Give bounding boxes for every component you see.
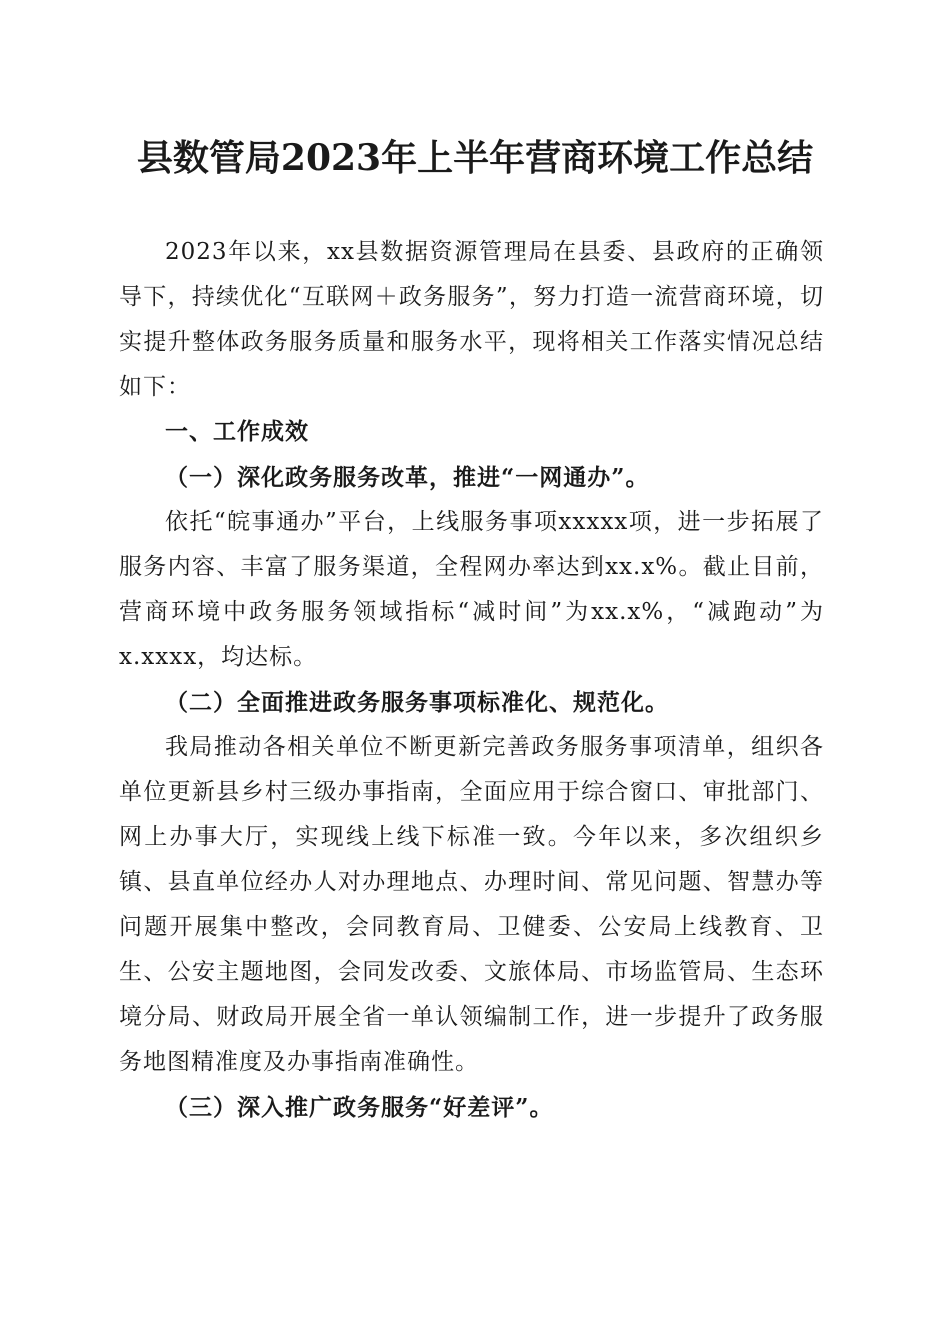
subsection-heading-1: （一）深化政务服务改革，推进“一网通办”。 [165,464,650,491]
subsection-heading-3: （三）深入推广政务服务“好差评”。 [165,1094,554,1121]
document-body [119,230,824,1130]
subsection-paragraph-1: 依托“皖事通办”平台，上线服务事项xxxxx项，进一步拓展了服务内容、丰富了服务渠道，全程网办率达到xx.x%。截止目前，营商环境中政务服务领域指标“减时间”为xx.x%，“减跑动”为x.xxxx，均达标。 [119,509,824,670]
subsection-heading-2: （二）全面推进政务服务事项标准化、规范化。 [165,689,669,716]
subsection-paragraph-2: 我局推动各相关单位不断更新完善政务服务事项清单，组织各单位更新县乡村三级办事指南，全面应用于综合窗口、审批部门、网上办事大厅，实现线上线下标准一致。今年以来，多次组织乡镇、县直单位经办人对办理地点、办理时间、常见问题、智慧办等问题开展集中整改，会同教育局、卫健委、公安局上线教育、卫生、公安主题地图，会同发改委、文旅体局、市场监管局、生态环境分局、财政局开展全省一单认领编制工作，进一步提升了政务服务地图精准度及办事指南准确性。 [119,734,824,1075]
intro-paragraph: 2023年以来，xx县数据资源管理局在县委、县政府的正确领导下，持续优化“互联网＋政务服务”，努力打造一流营商环境，切实提升整体政务服务质量和服务水平，现将相关工作落实情况总结如下： [119,239,824,400]
document-title: 县数管局2023年上半年营商环境工作总结 [136,137,814,179]
section-heading-achievements: 一、工作成效 [165,419,309,445]
